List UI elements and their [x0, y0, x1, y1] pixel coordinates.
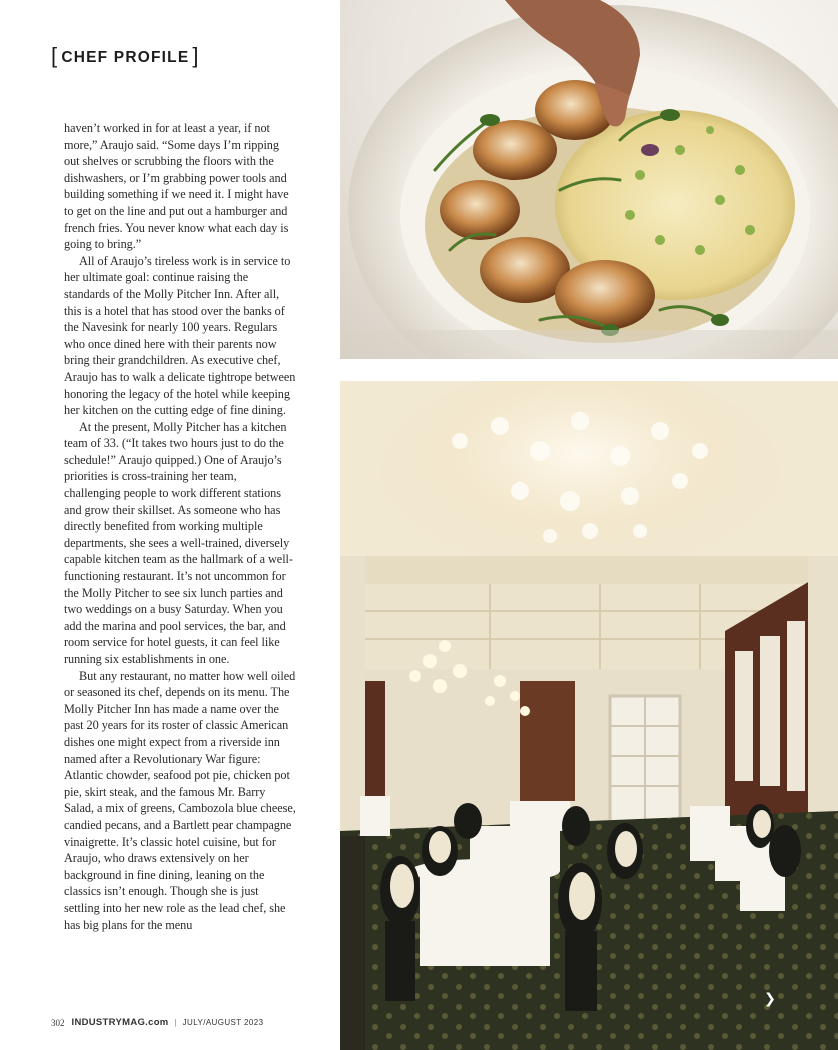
ceiling-beam — [340, 556, 838, 584]
food-photo — [340, 0, 838, 359]
plate-shadow — [340, 330, 838, 359]
article-paragraph: haven’t worked in for at least a year, if not more,” Araujo said. “Some days I’m ripping out shelves or scrubbing the floors with the dishwashers, or I’m grabbing power tools and building something if we need it. I might have to get on the line and put out a hamburger and french fries. You never know what each day is going to bring.” — [64, 121, 289, 252]
article-paragraph: All of Araujo’s tireless work is in service to her ultimate goal: continue raising the standards of the Molly Pitcher Inn. After all, this is a hotel that has stood over the banks of the Navesink for nearly 100 years. Regulars who once dined here with their parents now bring their grandchildren. As executive chef, Araujo has to walk a delicate tightrope between honoring the legacy of the hotel while keeping her kitchen on the cutting edge of fine dining. — [64, 253, 296, 418]
article-paragraph: At the present, Molly Pitcher has a kitchen team of 33. (“It takes two hours just to do the schedule!” Araujo quipped.) One of Araujo’s priorities is cross-training her team, challenging people to work different stations and grow their skillset. As someone who has directly benefited from working multiple departments, she sees a well-trained, diversely capable kitchen team as the hallmark of a well-functioning restaurant. It’s not uncommon for the Molly Pitcher to see six lunch parties and two weddings on a busy Saturday. When you add the marina and pool services, the bar, and room service for hotel guests, it can feel like running six establishments in one. — [64, 419, 293, 666]
dining-room-illustration — [340, 381, 838, 1050]
dining-room-photo — [340, 381, 838, 1050]
article-body — [64, 120, 296, 933]
wood-cabinet — [520, 681, 575, 801]
food-photo-illustration — [340, 0, 838, 359]
page-footer — [51, 1017, 263, 1028]
article-paragraph: But any restaurant, no matter how well oiled or seasoned its chef, depends on its menu. The Molly Pitcher Inn has made a name over the past 20 years for its roster of classic American dishes one might expect from a riverside inn named after a Revolutionary War figure: Atlantic chowder, seafood pot pie, chicken pot pie, skirt steak, and the famous Mr. Barry Salad, a mix of greens, Cambozola blue cheese, candied pecans, and a Bartlett pear champagne vinaigrette. It’s classic hotel cuisine, but for Araujo, who draws extensively on her background in fine dining, leaning on the classics isn’t enough. Though she is just settling into her new role as the lead chef, she has big plans for the menu — [64, 668, 296, 932]
publication-name: INDUSTRYMAG.com — [71, 1017, 169, 1028]
next-page-arrow-icon[interactable]: ❯ — [764, 991, 776, 1007]
issue-date: JULY/AUGUST 2023 — [182, 1018, 264, 1027]
bracket-close: ] — [192, 43, 200, 68]
foreground-pillar — [340, 836, 365, 1050]
footer-separator: | — [174, 1018, 177, 1027]
bracket-open: [ — [51, 43, 59, 68]
section-title: CHEF PROFILE — [61, 48, 190, 66]
section-label — [51, 43, 200, 68]
page-number: 302 — [51, 1017, 65, 1028]
